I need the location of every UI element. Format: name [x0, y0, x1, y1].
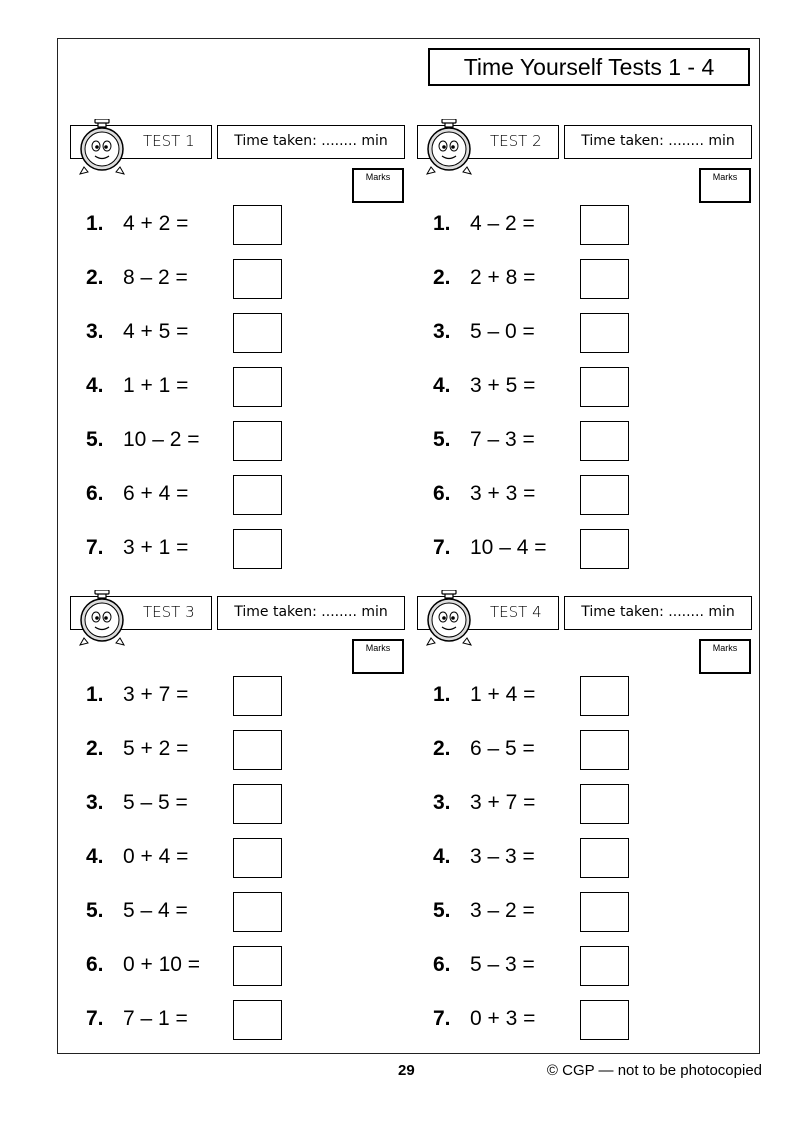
- question: [433, 1000, 753, 1040]
- answer-box[interactable]: [233, 259, 282, 299]
- time-taken-field[interactable]: Time taken: ........ min: [564, 125, 752, 159]
- answer-box[interactable]: [580, 367, 629, 407]
- question: [86, 259, 406, 299]
- time-taken-field[interactable]: Time taken: ........ min: [217, 125, 405, 159]
- question-expression: 10 – 4 =: [470, 536, 547, 559]
- question: [433, 529, 753, 569]
- question: [86, 838, 406, 878]
- question-number: 7.: [86, 1007, 104, 1030]
- answer-box[interactable]: [233, 730, 282, 770]
- answer-box[interactable]: [233, 784, 282, 824]
- stopwatch-icon: [76, 119, 128, 177]
- question-expression: 3 – 2 =: [470, 899, 535, 922]
- question: [86, 1000, 406, 1040]
- test-1: [70, 125, 410, 585]
- question-number: 1.: [86, 683, 104, 706]
- question-expression: 3 + 1 =: [123, 536, 189, 559]
- answer-box[interactable]: [580, 259, 629, 299]
- answer-box[interactable]: [233, 313, 282, 353]
- question-number: 5.: [433, 428, 451, 451]
- question-expression: 6 – 5 =: [470, 737, 535, 760]
- question: [433, 730, 753, 770]
- answer-box[interactable]: [580, 892, 629, 932]
- question-number: 1.: [433, 683, 451, 706]
- answer-box[interactable]: [233, 367, 282, 407]
- answer-box[interactable]: [580, 1000, 629, 1040]
- stopwatch-icon: [423, 119, 475, 177]
- question-expression: 4 – 2 =: [470, 212, 535, 235]
- page-title: Time Yourself Tests 1 - 4: [428, 48, 750, 86]
- question-number: 6.: [433, 482, 451, 505]
- question-number: 7.: [433, 1007, 451, 1030]
- question: [86, 313, 406, 353]
- marks-box[interactable]: Marks: [699, 639, 751, 674]
- question-number: 6.: [86, 953, 104, 976]
- answer-box[interactable]: [580, 676, 629, 716]
- answer-box[interactable]: [233, 676, 282, 716]
- question: [86, 205, 406, 245]
- question: [433, 313, 753, 353]
- question-expression: 5 – 0 =: [470, 320, 535, 343]
- question-number: 5.: [86, 428, 104, 451]
- marks-box[interactable]: Marks: [699, 168, 751, 203]
- test-name: TEST 4: [417, 596, 559, 630]
- question-expression: 5 – 4 =: [123, 899, 188, 922]
- question-number: 1.: [433, 212, 451, 235]
- marks-box[interactable]: Marks: [352, 639, 404, 674]
- answer-box[interactable]: [580, 730, 629, 770]
- question-number: 2.: [86, 266, 104, 289]
- marks-box[interactable]: Marks: [352, 168, 404, 203]
- stopwatch-icon: [423, 590, 475, 648]
- question: [433, 259, 753, 299]
- question-number: 3.: [433, 320, 451, 343]
- test-name: TEST 2: [417, 125, 559, 159]
- question: [86, 421, 406, 461]
- question-expression: 10 – 2 =: [123, 428, 200, 451]
- answer-box[interactable]: [233, 205, 282, 245]
- question-number: 4.: [86, 374, 104, 397]
- answer-box[interactable]: [580, 946, 629, 986]
- question: [86, 892, 406, 932]
- answer-box[interactable]: [233, 475, 282, 515]
- question-expression: 6 + 4 =: [123, 482, 189, 505]
- time-taken-field[interactable]: Time taken: ........ min: [217, 596, 405, 630]
- question-expression: 3 + 7 =: [123, 683, 189, 706]
- question-number: 2.: [86, 737, 104, 760]
- answer-box[interactable]: [233, 946, 282, 986]
- question-expression: 5 + 2 =: [123, 737, 189, 760]
- question-number: 6.: [86, 482, 104, 505]
- question-expression: 2 + 8 =: [470, 266, 536, 289]
- question-number: 3.: [86, 791, 104, 814]
- question-expression: 3 + 7 =: [470, 791, 536, 814]
- question-expression: 7 – 1 =: [123, 1007, 188, 1030]
- answer-box[interactable]: [233, 421, 282, 461]
- question: [433, 784, 753, 824]
- question-number: 6.: [433, 953, 451, 976]
- question-number: 4.: [433, 845, 451, 868]
- question-expression: 1 + 4 =: [470, 683, 536, 706]
- question: [86, 946, 406, 986]
- answer-box[interactable]: [580, 313, 629, 353]
- question-number: 2.: [433, 737, 451, 760]
- time-taken-field[interactable]: Time taken: ........ min: [564, 596, 752, 630]
- answer-box[interactable]: [580, 529, 629, 569]
- question-expression: 7 – 3 =: [470, 428, 535, 451]
- question-number: 3.: [433, 791, 451, 814]
- test-name: TEST 1: [70, 125, 212, 159]
- question-number: 3.: [86, 320, 104, 343]
- question-expression: 0 + 4 =: [123, 845, 189, 868]
- answer-box[interactable]: [233, 892, 282, 932]
- question-number: 7.: [433, 536, 451, 559]
- question-number: 4.: [86, 845, 104, 868]
- question-expression: 3 + 5 =: [470, 374, 536, 397]
- answer-box[interactable]: [580, 475, 629, 515]
- question-number: 4.: [433, 374, 451, 397]
- question: [86, 475, 406, 515]
- question-expression: 1 + 1 =: [123, 374, 189, 397]
- test-4: [417, 596, 757, 1056]
- test-name: TEST 3: [70, 596, 212, 630]
- stopwatch-icon: [76, 590, 128, 648]
- answer-box[interactable]: [233, 838, 282, 878]
- copyright-notice: © CGP — not to be photocopied: [546, 1062, 762, 1079]
- question-number: 5.: [433, 899, 451, 922]
- question: [86, 676, 406, 716]
- question: [433, 892, 753, 932]
- question-expression: 0 + 10 =: [123, 953, 201, 976]
- question: [433, 421, 753, 461]
- question-expression: 4 + 5 =: [123, 320, 189, 343]
- test-2: [417, 125, 757, 585]
- answer-box[interactable]: [233, 529, 282, 569]
- answer-box[interactable]: [580, 838, 629, 878]
- answer-box[interactable]: [580, 205, 629, 245]
- answer-box[interactable]: [580, 421, 629, 461]
- question-number: 1.: [86, 212, 104, 235]
- answer-box[interactable]: [580, 784, 629, 824]
- question-number: 5.: [86, 899, 104, 922]
- question: [433, 205, 753, 245]
- question-expression: 3 – 3 =: [470, 845, 535, 868]
- question: [86, 730, 406, 770]
- question-expression: 8 – 2 =: [123, 266, 188, 289]
- question-expression: 4 + 2 =: [123, 212, 189, 235]
- question: [433, 367, 753, 407]
- question-expression: 5 – 5 =: [123, 791, 188, 814]
- question-expression: 5 – 3 =: [470, 953, 535, 976]
- question: [86, 367, 406, 407]
- test-3: [70, 596, 410, 1056]
- question: [433, 676, 753, 716]
- question-expression: 0 + 3 =: [470, 1007, 536, 1030]
- question: [433, 946, 753, 986]
- question: [86, 529, 406, 569]
- question-expression: 3 + 3 =: [470, 482, 536, 505]
- question: [86, 784, 406, 824]
- question-number: 7.: [86, 536, 104, 559]
- question: [433, 475, 753, 515]
- question-number: 2.: [433, 266, 451, 289]
- answer-box[interactable]: [233, 1000, 282, 1040]
- question: [433, 838, 753, 878]
- page-number: 29: [398, 1062, 415, 1079]
